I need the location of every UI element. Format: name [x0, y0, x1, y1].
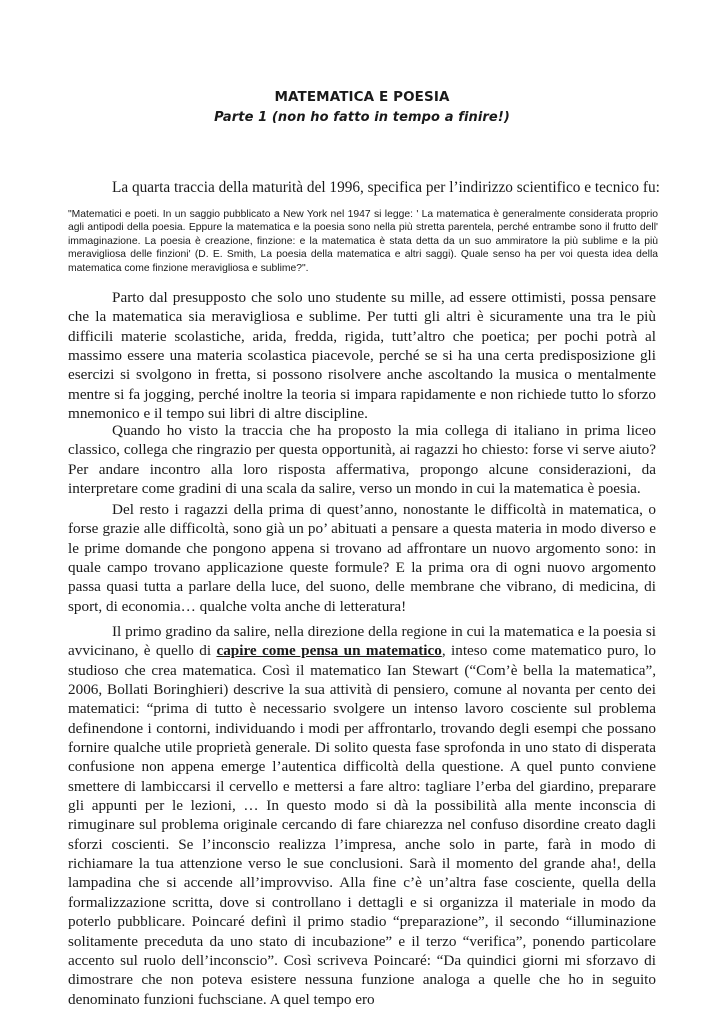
emphasized-phrase: capire come pensa un matematico: [216, 642, 442, 660]
paragraph-2: Quando ho visto la traccia che ha proposto la mia collega di italiano in prima liceo classico, collega che ringrazio per questa opportunità, ai ragazzi ho chiesto: forse vi serve aiuto? Per andare incontro alla loro risposta affermativa, propongo alcune considerazioni, da interpretare come gradini di una scala da salire, verso un mondo in cui la matematica è poesia.: [68, 422, 656, 498]
paragraph-4: [68, 622, 656, 1009]
paragraph-4-rest: , inteso come matematico puro, lo studioso che crea matematica. Così il matematico Ian Stewart (“Com’è bella la matematica”, 2006, Bollati Boringhieri) descrive la sua attività di pensiero, comune al novanta per cento dei matematici: “prima di tutto è necessario svolgere un intenso lavoro cosciente sul problema definendone i contorni, individuando i modi per affrontarlo, trovando degli esempi che possano fornire qualche utile proprietà generale. Di solito questa fase sprofonda in uno stato di disperata confusione non appena emerge l’autentica difficoltà della questione. A quel punto conviene smettere di lambiccarsi il cervello e mettersi a fare altro: tagliare l’erba del giardino, preparare gli appunti per le lezioni, … In questo modo si dà la possibilità alla mente inconscia di rimuginare sul problema originale cercando di fare chiarezza nel confuso disordine creato dagli sforzi coscienti. Se l’inconscio realizza l’impresa, anche solo in parte, farà in modo di richiamare la tua attenzione verso le sue conclusioni. Sarà il momento del grande aha!, della lampadina che si accende all’improvviso. Alla fine c’è un’altra fase cosciente, quella della formalizzazione scritta, dove si controllano i dettagli e si organizza il materiale in modo da poterlo pubblicare. Poincaré definì il primo stadio “preparazione”, il secondo “illuminazione solitamente preceduta da uno stato di incubazione” e il terzo “verifica”, ponendo particolare accento sul ruolo dell’inconscio”. Così scriveva Poincaré: “Da quindici giorni mi sforzavo di dimostrare che non poteva esistere nessuna funzione analoga a quelle che ho in seguito denominato funzioni fuchsciane. A quel tempo ero: [68, 642, 656, 1008]
document-title: MATEMATICA E POESIA: [274, 89, 450, 105]
exam-quote: "Matematici e poeti. In un saggio pubblicato a New York nel 1947 si legge: ' La matematica è generalmente considerata proprio agli antipodi della poesia. Eppure la matematica e la poesia sono nella più stretta parentela, perché entrambe sono il frutto dell' immaginazione. La poesia è creazione, finzione: e la matematica è stata detta da un suo ammiratore la più sublime e la più meravigliosa delle finzioni' (D. E. Smith, La poesia della matematica e altri saggi). Quale senso ha per voi questa idea della matematica come finzione meravigliosa e sublime?".: [68, 209, 658, 274]
paragraph-1: Parto dal presupposto che solo uno studente su mille, ad essere ottimisti, possa pensare che la matematica sia meravigliosa e sublime. Per tutti gli altri è sicuramente una tra le più difficili materie scolastiche, arida, fredda, rigida, tutt’altro che poetica; per pochi potrà al massimo essere una materia scolastica piacevole, perché se si ha una certa predisposizione gli esercizi si svolgono in fretta, si possono risolvere anche ascoltando la musica o mentalmente mentre si fa jogging, perché inoltre la teoria si impara rapidamente e non richiede tutto lo sforzo mnemonico e il tempo sui libri di altre discipline.: [68, 289, 656, 423]
paragraph-4-start: Il primo gradino da salire, nella direzione della regione in cui la matematica e la poesia si avvicinano, è quello di: [68, 623, 656, 660]
document-subtitle: Parte 1 (non ho fatto in tempo a finire!): [214, 110, 510, 125]
intro-paragraph: La quarta traccia della maturità del 1996, specifica per l’indirizzo scientifico e tecnico fu:: [112, 179, 660, 196]
paragraph-3: Del resto i ragazzi della prima di quest’anno, nonostante le difficoltà in matematica, o forse grazie alle difficoltà, sono già un po’ abituati a pensare a questa materia in modo diverso e le prime domande che pongono appena si trovano ad affrontare un nuovo argomento sono: in quale campo trovano applicazione queste formule? E la prima ora di ogni nuovo argomento passa quasi tutta a parlare della luce, del suono, delle membrane che vibrano, di medicina, di sport, di economia… qualche volta anche di letteratura!: [68, 501, 656, 615]
